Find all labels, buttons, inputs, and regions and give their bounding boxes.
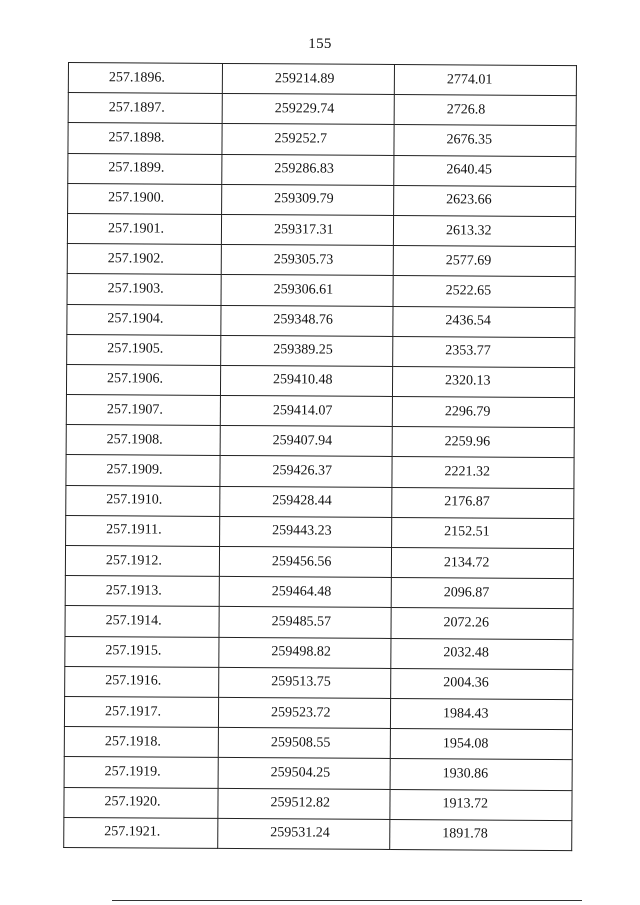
x-coordinate-cell: 259317.31 xyxy=(221,214,393,245)
x-coordinate-cell: 259348.76 xyxy=(221,305,393,336)
y-coordinate-cell: 2296.79 xyxy=(392,397,574,428)
point-id-cell: 257.1918. xyxy=(64,727,218,758)
y-coordinate-cell: 2613.32 xyxy=(393,215,575,246)
x-coordinate-cell: 259523.72 xyxy=(218,697,390,728)
y-coordinate-cell: 2577.69 xyxy=(393,246,575,277)
x-coordinate-cell: 259485.57 xyxy=(219,607,391,638)
y-coordinate-cell: 2726.8 xyxy=(394,95,576,126)
x-coordinate-cell: 259214.89 xyxy=(222,63,394,94)
point-id-cell: 257.1908. xyxy=(66,425,220,456)
x-coordinate-cell: 259504.25 xyxy=(218,758,390,789)
table-row xyxy=(66,395,574,428)
coordinates-table-container xyxy=(63,62,576,851)
point-id-cell: 257.1900. xyxy=(68,183,222,214)
x-coordinate-cell: 259531.24 xyxy=(218,818,390,849)
point-id-cell: 257.1921. xyxy=(64,817,218,848)
x-coordinate-cell: 259306.61 xyxy=(221,275,393,306)
x-coordinate-cell: 259508.55 xyxy=(218,728,390,759)
table-row xyxy=(65,576,573,609)
point-id-cell: 257.1901. xyxy=(67,213,221,244)
table-row xyxy=(67,304,575,337)
x-coordinate-cell: 259498.82 xyxy=(219,637,391,668)
x-coordinate-cell: 259407.94 xyxy=(220,426,392,457)
page-bottom-edge xyxy=(112,900,582,901)
x-coordinate-cell: 259305.73 xyxy=(221,245,393,276)
y-coordinate-cell: 2774.01 xyxy=(394,64,576,95)
x-coordinate-cell: 259428.44 xyxy=(220,486,392,517)
table-row xyxy=(68,183,576,216)
point-id-cell: 257.1896. xyxy=(68,63,222,94)
table-row xyxy=(64,787,572,820)
point-id-cell: 257.1916. xyxy=(65,666,219,697)
y-coordinate-cell: 1984.43 xyxy=(390,698,572,729)
table-row xyxy=(64,817,572,850)
table-row xyxy=(66,425,574,458)
point-id-cell: 257.1913. xyxy=(65,576,219,607)
y-coordinate-cell: 1891.78 xyxy=(390,819,572,850)
x-coordinate-cell: 259443.23 xyxy=(220,516,392,547)
point-id-cell: 257.1899. xyxy=(68,153,222,184)
point-id-cell: 257.1910. xyxy=(66,485,220,516)
y-coordinate-cell: 2676.35 xyxy=(394,125,576,156)
point-id-cell: 257.1920. xyxy=(64,787,218,818)
table-row xyxy=(66,455,574,488)
table-row xyxy=(68,63,576,96)
point-id-cell: 257.1897. xyxy=(68,93,222,124)
y-coordinate-cell: 2032.48 xyxy=(391,638,573,669)
y-coordinate-cell: 2320.13 xyxy=(392,366,574,397)
table-row xyxy=(64,757,572,790)
table-row xyxy=(64,727,572,760)
coordinates-table-body xyxy=(64,63,577,851)
table-row xyxy=(65,545,573,578)
x-coordinate-cell: 259513.75 xyxy=(219,667,391,698)
point-id-cell: 257.1903. xyxy=(67,274,221,305)
x-coordinate-cell: 259309.79 xyxy=(222,184,394,215)
table-row xyxy=(67,213,575,246)
point-id-cell: 257.1919. xyxy=(64,757,218,788)
table-row xyxy=(67,244,575,277)
table-row xyxy=(66,515,574,548)
table-row xyxy=(68,153,576,186)
point-id-cell: 257.1909. xyxy=(66,455,220,486)
x-coordinate-cell: 259464.48 xyxy=(219,577,391,608)
y-coordinate-cell: 2522.65 xyxy=(393,276,575,307)
point-id-cell: 257.1912. xyxy=(65,545,219,576)
point-id-cell: 257.1917. xyxy=(64,696,218,727)
table-row xyxy=(64,696,572,729)
y-coordinate-cell: 1913.72 xyxy=(390,789,572,820)
table-row xyxy=(66,485,574,518)
point-id-cell: 257.1905. xyxy=(67,334,221,365)
y-coordinate-cell: 2152.51 xyxy=(392,517,574,548)
y-coordinate-cell: 1930.86 xyxy=(390,759,572,790)
point-id-cell: 257.1902. xyxy=(67,244,221,275)
y-coordinate-cell: 2096.87 xyxy=(391,578,573,609)
point-id-cell: 257.1906. xyxy=(66,364,220,395)
y-coordinate-cell: 2259.96 xyxy=(392,427,574,458)
table-row xyxy=(68,123,576,156)
point-id-cell: 257.1914. xyxy=(65,606,219,637)
y-coordinate-cell: 2353.77 xyxy=(393,336,575,367)
table-row xyxy=(66,364,574,397)
x-coordinate-cell: 259410.48 xyxy=(220,365,392,396)
table-row xyxy=(68,93,576,126)
point-id-cell: 257.1904. xyxy=(67,304,221,335)
y-coordinate-cell: 2640.45 xyxy=(394,155,576,186)
point-id-cell: 257.1907. xyxy=(66,395,220,426)
y-coordinate-cell: 2072.26 xyxy=(391,608,573,639)
page-number: 155 xyxy=(308,36,332,52)
x-coordinate-cell: 259414.07 xyxy=(220,396,392,427)
y-coordinate-cell: 2004.36 xyxy=(391,668,573,699)
y-coordinate-cell: 2623.66 xyxy=(394,185,576,216)
y-coordinate-cell: 2221.32 xyxy=(392,457,574,488)
y-coordinate-cell: 2134.72 xyxy=(391,547,573,578)
x-coordinate-cell: 259286.83 xyxy=(222,154,394,185)
x-coordinate-cell: 259229.74 xyxy=(222,94,394,125)
point-id-cell: 257.1898. xyxy=(68,123,222,154)
x-coordinate-cell: 259389.25 xyxy=(221,335,393,366)
y-coordinate-cell: 2436.54 xyxy=(393,306,575,337)
point-id-cell: 257.1911. xyxy=(66,515,220,546)
table-row xyxy=(67,274,575,307)
x-coordinate-cell: 259426.37 xyxy=(220,456,392,487)
table-row xyxy=(65,606,573,639)
coordinates-table xyxy=(63,62,577,851)
x-coordinate-cell: 259512.82 xyxy=(218,788,390,819)
table-row xyxy=(67,334,575,367)
y-coordinate-cell: 2176.87 xyxy=(392,487,574,518)
x-coordinate-cell: 259456.56 xyxy=(219,546,391,577)
table-row xyxy=(65,666,573,699)
table-row xyxy=(65,636,573,669)
x-coordinate-cell: 259252.7 xyxy=(222,124,394,155)
point-id-cell: 257.1915. xyxy=(65,636,219,667)
y-coordinate-cell: 1954.08 xyxy=(390,729,572,760)
